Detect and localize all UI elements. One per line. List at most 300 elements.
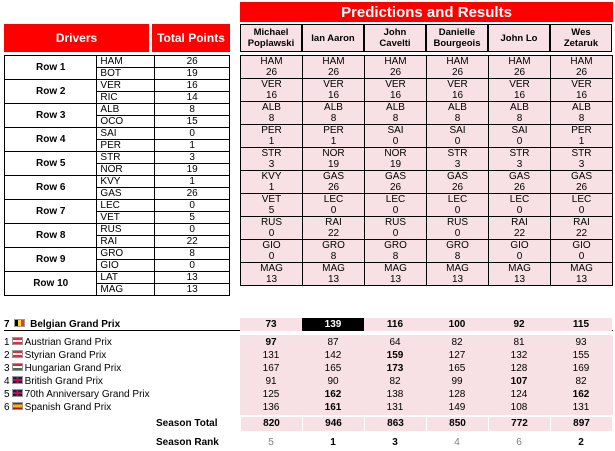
predicted-driver: PER — [303, 125, 365, 137]
race-score: 91 — [265, 376, 277, 387]
season-rank-value: 6 — [516, 437, 522, 448]
predicted-driver: KVY — [241, 171, 303, 183]
season-total-value: 863 — [364, 417, 426, 431]
predicted-points: 0 — [489, 205, 551, 217]
driver-code: SAI — [97, 128, 155, 140]
driver-row — [5, 56, 230, 68]
predicted-points: 8 — [427, 113, 489, 125]
race-score: 128 — [510, 363, 528, 374]
predictions-table — [240, 55, 613, 286]
predicted-points: 0 — [365, 136, 427, 148]
driver-row — [5, 200, 230, 212]
predicted-points: 16 — [551, 90, 613, 102]
driver-points: 15 — [155, 116, 230, 128]
driver-row — [5, 152, 230, 164]
driver-code: GIO — [97, 260, 155, 272]
driver-points: 13 — [155, 284, 230, 296]
predicted-driver: GAS — [427, 171, 489, 183]
predicted-driver: HAM — [365, 56, 427, 68]
race-number: 2 — [4, 350, 10, 361]
driver-code: MAG — [97, 284, 155, 296]
predicted-driver: VER — [489, 79, 551, 91]
race-score: 169 — [572, 363, 590, 374]
driver-points: 13 — [155, 272, 230, 284]
uk-flag-icon — [13, 377, 22, 383]
predicted-points: 8 — [489, 113, 551, 125]
predictor-header — [364, 24, 426, 52]
race-score: 87 — [327, 337, 339, 348]
predicted-driver: HAM — [241, 56, 303, 68]
driver-points: 16 — [155, 80, 230, 92]
predicted-driver: STR — [489, 148, 551, 160]
past-race-row — [4, 402, 236, 414]
row-label: Row 4 — [5, 128, 97, 152]
driver-code: PER — [97, 140, 155, 152]
race-score: 138 — [386, 389, 404, 400]
race-score: 127 — [448, 350, 466, 361]
race-score: 159 — [386, 350, 404, 361]
predicted-points: 26 — [365, 182, 427, 194]
predicted-driver: LEC — [489, 194, 551, 206]
season-total-value: 820 — [240, 417, 302, 431]
race-name: Styrian Grand Prix — [24, 350, 107, 361]
race-score: 131 — [572, 402, 590, 413]
race-score: 64 — [389, 337, 401, 348]
predicted-driver: GAS — [489, 171, 551, 183]
predicted-points: 13 — [303, 274, 365, 286]
driver-code: HAM — [97, 56, 155, 68]
predictor-header — [426, 24, 488, 52]
prediction-pick-row — [241, 102, 613, 114]
race-score: 142 — [324, 350, 342, 361]
predicted-points: 8 — [365, 251, 427, 263]
predictor-name-line1: Michael — [253, 27, 289, 38]
drivers-header: Drivers — [4, 24, 149, 52]
race-score: 93 — [575, 337, 587, 348]
predictor-name-line2: Bourgeois — [433, 38, 481, 49]
belgium-flag-icon — [15, 320, 24, 326]
predicted-points: 16 — [365, 90, 427, 102]
prediction-points-row — [241, 228, 613, 240]
race-score: 90 — [327, 376, 339, 387]
predicted-driver: MAG — [489, 263, 551, 275]
row-label: Row 9 — [5, 248, 97, 272]
race-name: 70th Anniversary Grand Prix — [24, 389, 150, 400]
predicted-points: 26 — [551, 67, 613, 79]
predicted-points: 3 — [551, 159, 613, 171]
driver-code: STR — [97, 152, 155, 164]
season-rank-value: 2 — [578, 437, 584, 448]
predicted-driver: GRO — [365, 240, 427, 252]
predictions-banner: Predictions and Results — [240, 2, 613, 22]
race-score: 161 — [324, 402, 342, 413]
predicted-points: 0 — [427, 205, 489, 217]
predicted-points: 26 — [489, 67, 551, 79]
predicted-points: 0 — [489, 251, 551, 263]
predicted-driver: MAG — [241, 263, 303, 275]
predictor-name-line1: Danielle — [438, 27, 476, 38]
season-total-value: 897 — [550, 417, 612, 431]
predicted-points: 16 — [427, 90, 489, 102]
predicted-points: 5 — [241, 205, 303, 217]
predicted-points: 13 — [489, 274, 551, 286]
race-score: 162 — [324, 389, 342, 400]
prediction-points-row — [241, 67, 613, 79]
driver-code: VET — [97, 212, 155, 224]
row-label: Row 5 — [5, 152, 97, 176]
predicted-points: 16 — [241, 90, 303, 102]
prediction-points-row — [241, 90, 613, 102]
driver-row — [5, 224, 230, 236]
predicted-points: 8 — [551, 113, 613, 125]
driver-points: 0 — [155, 224, 230, 236]
driver-code: RAI — [97, 236, 155, 248]
predictor-name-line2: Poplawski — [247, 38, 295, 49]
predicted-driver: RAI — [303, 217, 365, 229]
prediction-points-row — [241, 159, 613, 171]
race-score: 125 — [262, 389, 280, 400]
race-score: 97 — [265, 337, 277, 348]
uk-flag-icon — [13, 390, 22, 396]
predicted-driver: LEC — [303, 194, 365, 206]
race-score: 82 — [575, 376, 587, 387]
predictor-name-line1: John Lo — [500, 32, 538, 44]
predicted-points: 0 — [241, 228, 303, 240]
predictor-header — [488, 24, 550, 52]
austria-flag-icon — [13, 351, 22, 357]
race-number: 3 — [4, 363, 10, 374]
race-score: 108 — [510, 402, 528, 413]
predicted-points: 8 — [427, 251, 489, 263]
driver-points: 22 — [155, 236, 230, 248]
row-label: Row 3 — [5, 104, 97, 128]
past-race-row — [4, 376, 236, 388]
current-race-score: 73 — [240, 318, 302, 331]
prediction-points-row — [241, 251, 613, 263]
season-total-value: 850 — [426, 417, 488, 431]
predicted-driver: PER — [551, 125, 613, 137]
past-race-row — [4, 363, 236, 375]
driver-code: RUS — [97, 224, 155, 236]
predicted-driver: STR — [551, 148, 613, 160]
driver-points: 0 — [155, 128, 230, 140]
predicted-points: 0 — [365, 228, 427, 240]
predicted-points: 26 — [241, 67, 303, 79]
season-rank-value: 3 — [392, 437, 398, 448]
race-score: 107 — [510, 376, 528, 387]
prediction-pick-row — [241, 217, 613, 229]
driver-points: 19 — [155, 164, 230, 176]
prediction-points-row — [241, 136, 613, 148]
season-total-value: 772 — [488, 417, 550, 431]
predicted-points: 3 — [489, 159, 551, 171]
predicted-driver: MAG — [303, 263, 365, 275]
race-name: Hungarian Grand Prix — [24, 363, 122, 374]
current-race-score: 115 — [550, 318, 612, 331]
predicted-driver: GAS — [365, 171, 427, 183]
race-score: 131 — [386, 402, 404, 413]
spain-flag-icon — [13, 403, 22, 409]
predicted-driver: ALB — [303, 102, 365, 114]
predicted-driver: GIO — [551, 240, 613, 252]
driver-points: 19 — [155, 68, 230, 80]
race-name: Spanish Grand Prix — [24, 402, 112, 413]
predicted-points: 13 — [241, 274, 303, 286]
race-score: 82 — [389, 376, 401, 387]
past-race-row — [4, 337, 236, 349]
season-rank-value: 5 — [268, 437, 274, 448]
predicted-points: 3 — [241, 159, 303, 171]
predicted-driver: GRO — [303, 240, 365, 252]
race-score: 167 — [262, 363, 280, 374]
predicted-points: 3 — [427, 159, 489, 171]
predicted-driver: HAM — [551, 56, 613, 68]
prediction-points-row — [241, 274, 613, 286]
race-score: 131 — [262, 350, 280, 361]
season-total-value: 946 — [302, 417, 364, 431]
driver-code: ALB — [97, 104, 155, 116]
predicted-points: 0 — [551, 205, 613, 217]
predictor-name-line1: Wes — [571, 27, 591, 38]
driver-points: 1 — [155, 176, 230, 188]
race-score: 82 — [451, 337, 463, 348]
prediction-pick-row — [241, 194, 613, 206]
row-label: Row 1 — [5, 56, 97, 80]
predicted-points: 1 — [241, 182, 303, 194]
predicted-points: 1 — [241, 136, 303, 148]
past-race-row — [4, 389, 236, 401]
race-score: 149 — [448, 402, 466, 413]
predicted-points: 0 — [241, 251, 303, 263]
predictor-name-line2: Cavelti — [379, 38, 411, 49]
predicted-points: 13 — [365, 274, 427, 286]
predicted-driver: ALB — [427, 102, 489, 114]
predicted-points: 13 — [427, 274, 489, 286]
predicted-points: 8 — [241, 113, 303, 125]
race-score: 165 — [324, 363, 342, 374]
predicted-driver: MAG — [365, 263, 427, 275]
row-label: Row 2 — [5, 80, 97, 104]
predicted-points: 16 — [489, 90, 551, 102]
driver-points: 14 — [155, 92, 230, 104]
race-number: 1 — [4, 337, 10, 348]
driver-points: 26 — [155, 188, 230, 200]
season-rank-label: Season Rank — [156, 437, 219, 448]
predicted-driver: MAG — [551, 263, 613, 275]
predicted-points: 16 — [303, 90, 365, 102]
predicted-points: 0 — [427, 136, 489, 148]
predicted-points: 26 — [489, 182, 551, 194]
race-name: British Grand Prix — [24, 376, 103, 387]
predicted-points: 26 — [551, 182, 613, 194]
predicted-driver: ALB — [241, 102, 303, 114]
current-race-score: 100 — [426, 318, 488, 331]
predicted-driver: LEC — [427, 194, 489, 206]
predicted-driver: RUS — [365, 217, 427, 229]
predicted-driver: LEC — [365, 194, 427, 206]
driver-points: 26 — [155, 56, 230, 68]
race-score: 165 — [448, 363, 466, 374]
predicted-points: 0 — [365, 205, 427, 217]
predicted-points: 26 — [365, 67, 427, 79]
race-number: 5 — [4, 389, 10, 400]
race-score: 99 — [451, 376, 463, 387]
driver-row — [5, 176, 230, 188]
race-score: 128 — [448, 389, 466, 400]
race-name: Austrian Grand Prix — [24, 337, 112, 348]
prediction-pick-row — [241, 240, 613, 252]
prediction-pick-row — [241, 148, 613, 160]
race-score: 136 — [262, 402, 280, 413]
race-score: 132 — [510, 350, 528, 361]
driver-points: 0 — [155, 200, 230, 212]
driver-row — [5, 272, 230, 284]
predicted-points: 8 — [303, 113, 365, 125]
predicted-points: 19 — [365, 159, 427, 171]
predicted-driver: HAM — [303, 56, 365, 68]
current-race-score: 139 — [302, 318, 364, 331]
race-score: 124 — [510, 389, 528, 400]
race-number: 6 — [4, 402, 10, 413]
predicted-points: 0 — [303, 205, 365, 217]
predicted-driver: NOR — [365, 148, 427, 160]
race-score: 155 — [572, 350, 590, 361]
predicted-driver: RAI — [489, 217, 551, 229]
driver-code: VER — [97, 80, 155, 92]
predicted-points: 26 — [303, 182, 365, 194]
predicted-points: 0 — [551, 251, 613, 263]
predictor-header — [302, 24, 364, 52]
driver-code: RIC — [97, 92, 155, 104]
predicted-points: 0 — [427, 228, 489, 240]
prediction-pick-row — [241, 79, 613, 91]
predicted-points: 1 — [551, 136, 613, 148]
race-score: 173 — [386, 363, 404, 374]
predictor-name-line1: Ian Aaron — [311, 32, 355, 44]
past-race-row — [4, 350, 236, 362]
predictor-header — [240, 24, 302, 52]
predicted-points: 22 — [489, 228, 551, 240]
predicted-driver: RUS — [427, 217, 489, 229]
prediction-points-row — [241, 205, 613, 217]
predictor-header — [550, 24, 612, 52]
prediction-points-row — [241, 182, 613, 194]
driver-points: 8 — [155, 248, 230, 260]
predicted-driver: VER — [551, 79, 613, 91]
driver-code: BOT — [97, 68, 155, 80]
predicted-driver: GAS — [551, 171, 613, 183]
driver-row — [5, 104, 230, 116]
predicted-driver: NOR — [303, 148, 365, 160]
predicted-driver: RAI — [551, 217, 613, 229]
prediction-pick-row — [241, 263, 613, 275]
predicted-driver: LEC — [551, 194, 613, 206]
driver-code: NOR — [97, 164, 155, 176]
predictor-name-line1: John — [383, 27, 407, 38]
prediction-pick-row — [241, 125, 613, 137]
predicted-points: 22 — [551, 228, 613, 240]
row-label: Row 6 — [5, 176, 97, 200]
season-rank-value: 1 — [330, 437, 336, 448]
driver-code: LAT — [97, 272, 155, 284]
total-points-header: Total Points — [152, 24, 230, 52]
predictor-name-line2: Zetaruk — [563, 38, 599, 49]
current-race-score: 116 — [364, 318, 426, 331]
current-race-score: 92 — [488, 318, 550, 331]
current-race-number: 7 — [4, 319, 10, 330]
predicted-driver: RUS — [241, 217, 303, 229]
season-total-label: Season Total — [156, 418, 218, 429]
prediction-pick-row — [241, 56, 613, 68]
driver-points: 3 — [155, 152, 230, 164]
row-label: Row 10 — [5, 272, 97, 296]
prediction-pick-row — [241, 171, 613, 183]
current-race-name: Belgian Grand Prix — [30, 319, 121, 330]
predicted-driver: GRO — [427, 240, 489, 252]
driver-points: 1 — [155, 140, 230, 152]
predicted-points: 8 — [303, 251, 365, 263]
predicted-driver: SAI — [427, 125, 489, 137]
predicted-driver: ALB — [489, 102, 551, 114]
driver-row — [5, 80, 230, 92]
predicted-driver: SAI — [489, 125, 551, 137]
predicted-driver: STR — [241, 148, 303, 160]
drivers-table — [4, 55, 230, 296]
predicted-driver: VET — [241, 194, 303, 206]
race-number: 4 — [4, 376, 10, 387]
season-rank-value: 4 — [454, 437, 460, 448]
predicted-driver: VER — [241, 79, 303, 91]
predicted-points: 0 — [489, 136, 551, 148]
predicted-points: 19 — [303, 159, 365, 171]
predicted-points: 26 — [427, 182, 489, 194]
predicted-driver: VER — [365, 79, 427, 91]
driver-row — [5, 128, 230, 140]
hungary-flag-icon — [13, 364, 22, 370]
driver-points: 8 — [155, 104, 230, 116]
race-score: 162 — [572, 389, 590, 400]
row-label: Row 8 — [5, 224, 97, 248]
predicted-driver: ALB — [365, 102, 427, 114]
predicted-points: 13 — [551, 274, 613, 286]
predicted-driver: VER — [303, 79, 365, 91]
predicted-points: 26 — [427, 67, 489, 79]
predicted-points: 8 — [365, 113, 427, 125]
driver-points: 5 — [155, 212, 230, 224]
predicted-driver: HAM — [427, 56, 489, 68]
predicted-points: 22 — [303, 228, 365, 240]
predicted-driver: GIO — [241, 240, 303, 252]
predicted-driver: GAS — [303, 171, 365, 183]
predicted-driver: MAG — [427, 263, 489, 275]
driver-points: 0 — [155, 260, 230, 272]
predicted-driver: HAM — [489, 56, 551, 68]
predicted-driver: PER — [241, 125, 303, 137]
driver-code: OCO — [97, 116, 155, 128]
predicted-points: 1 — [303, 136, 365, 148]
predicted-driver: SAI — [365, 125, 427, 137]
prediction-points-row — [241, 113, 613, 125]
predicted-points: 26 — [303, 67, 365, 79]
race-score: 81 — [513, 337, 525, 348]
predicted-driver: ALB — [551, 102, 613, 114]
driver-code: LEC — [97, 200, 155, 212]
driver-code: GAS — [97, 188, 155, 200]
row-label: Row 7 — [5, 200, 97, 224]
driver-row — [5, 248, 230, 260]
driver-code: GRO — [97, 248, 155, 260]
predicted-driver: GIO — [489, 240, 551, 252]
